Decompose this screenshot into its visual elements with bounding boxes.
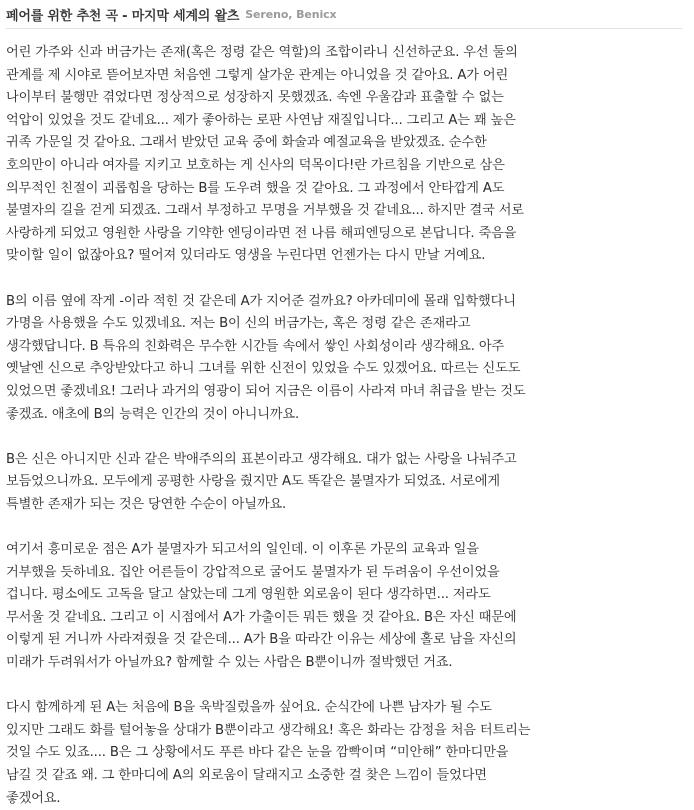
text-line: 있지만 그래도 화를 털어놓을 상대가 B뿐이라고 생각해요! 혹은 화라는 감정을 처음 터트리는 (6, 722, 531, 738)
text-line: 특별한 존재가 되는 것은 당연한 수순이 아닐까요. (6, 496, 287, 512)
text-line: 있었으면 좋겠네요! 그러나 과거의 영광이 되어 지금은 이름이 사라져 마녀 취급을 받는 것도 (6, 383, 526, 399)
text-line: 가명을 사용했을 수도 있겠네요. 저는 B이 신의 버금가는, 혹은 정령 같은 존재라고 (6, 316, 471, 332)
text-line: 좋겠죠. 애초에 B의 능력은 인간의 것이 아니니까요. (6, 406, 300, 422)
post-author[interactable]: Sereno, Benicx (245, 7, 337, 21)
text-line: 이렇게 된 거니까 사라져줬을 것 같은데... A가 B을 따라간 이유는 세상에 홀로 남을 자신의 (6, 632, 517, 648)
paragraph-1 (6, 42, 682, 268)
text-line: 다시 함께하게 된 A는 처음에 B을 욱박질렀을까 싶어요. 순식간에 나쁜 남자가 될 수도 (6, 700, 492, 716)
text-line: 겁니다. 평소에도 고독을 달고 살았는데 그게 영원한 외로움이 된다 생각하면... 저라도 (6, 587, 491, 603)
post-body (6, 42, 682, 810)
text-line: 생각했답니다. B 특유의 친화력은 무수한 시간들 속에서 쌓인 사회성이라 생각해요. 아주 (6, 338, 505, 354)
header-divider (6, 28, 682, 29)
text-line: 것일 수도 있죠.... B은 그 상황에서도 푸른 바다 같은 눈을 깜빡이며 “미안해” 한마디만을 (6, 745, 509, 761)
text-line: B은 신은 아니지만 신과 같은 박애주의의 표본이라고 생각해요. 대가 없는 사랑을 나눠주고 (6, 451, 517, 467)
text-line: 보듬었으니까요. 모두에게 공평한 사랑을 줬지만 A도 똑같은 불멸자가 되었죠. 서로에게 (6, 474, 500, 490)
text-line: 거부했을 듯하네요. 집안 어른들이 강압적으로 굴어도 불멸자가 된 두려움이 우선이었을 (6, 564, 500, 580)
text-line: 귀족 가문일 것 같아요. 그래서 받았던 교육 중에 화술과 예절교육을 받았겠죠. 순수한 (6, 135, 487, 151)
text-line: B의 이름 옆에 작게 -이라 적힌 것 같은데 A가 지어준 걸까요? 아카데미에 몰래 입학했다니 (6, 293, 516, 309)
post-title: 페어를 위한 추천 곡 - 마지막 세계의 왈츠 (6, 8, 240, 24)
text-line: 어린 가주와 신과 버금가는 존재(혹은 정령 같은 역할)의 조합이라니 신선하군요. 우선 둘의 (6, 45, 518, 60)
text-line: 불멸자의 길을 걷게 되겠죠. 그래서 부정하고 무명을 거부했을 것 같네요... 하지만 결국 서로 (6, 203, 524, 219)
paragraph-4 (6, 539, 682, 675)
text-line: 맞이할 일이 없잖아요? 떨어져 있더라도 영생을 누린다면 언젠가는 다시 만날 거예요. (6, 248, 486, 264)
text-line: 좋겠어요. (6, 790, 61, 806)
text-line: 억압이 있었을 것도 같네요... 제가 좋아하는 로판 사연남 재질입니다... 그리고 A는 꽤 높은 (6, 112, 516, 128)
text-line: 미래가 두려워서가 아닐까요? 함께할 수 있는 사람은 B뿐이니까 절박했던 거죠. (6, 655, 453, 671)
text-line: 남길 것 같죠 왜. 그 한마디에 A의 외로움이 달래지고 소중한 걸 찾은 느낌이 들었다면 (6, 768, 487, 783)
text-line: 사랑하게 되었고 영원한 사랑을 기약한 엔딩이라면 전 나름 해피엔딩으로 본답니다. 죽음을 (6, 225, 517, 241)
paragraph-3 (6, 449, 682, 517)
paragraph-5 (6, 697, 682, 810)
text-line: 호의만이 아니라 여자를 지키고 보호하는 게 신사의 덕목이다!란 가르침을 기반으로 삼은 (6, 157, 505, 173)
text-line: 여기서 흥미로운 점은 A가 불멸자가 되고서의 일인데. 이 이후론 가문의 교육과 일을 (6, 542, 479, 558)
paragraph-2 (6, 291, 682, 427)
text-line: 나이부터 불행만 겪었다면 정상적으로 성장하지 못했겠죠. 속엔 우울감과 표출할 수 없는 (6, 90, 504, 106)
post-header (6, 0, 682, 28)
text-line: 무서울 것 같네요. 그리고 이 시점에서 A가 가출이든 뭐든 했을 것 같아요. B은 자신 때문에 (6, 609, 517, 625)
text-line: 옛날엔 신으로 추앙받았다고 하니 그녀를 위한 신전이 있었을 수도 있겠어요. 따르는 신도도 (6, 361, 521, 377)
text-line: 의무적인 친절이 괴롭힘을 당하는 B를 도우려 했을 것 같아요. 그 과정에서 안타깝게 A도 (6, 180, 505, 196)
text-line: 관계를 제 시야로 뜯어보자면 처음엔 그렇게 살가운 관계는 아니었을 것 같아요. A가 어린 (6, 67, 509, 83)
